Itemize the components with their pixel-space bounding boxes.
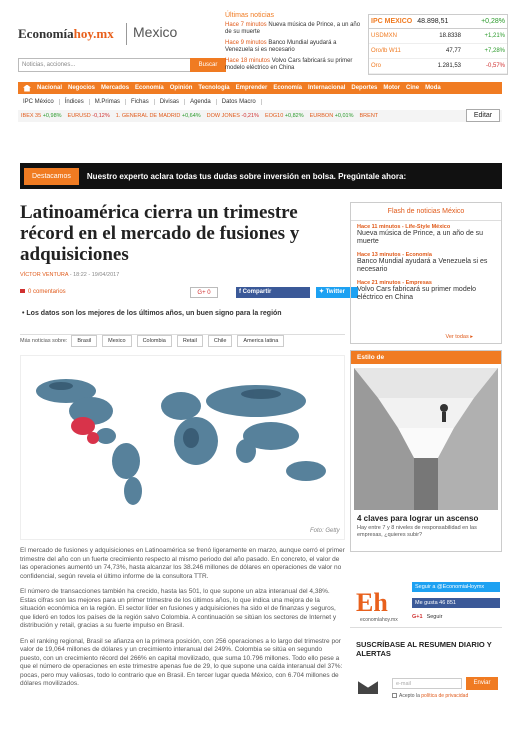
nav-item[interactable]: Tecnología	[198, 85, 230, 91]
article-photo	[20, 355, 345, 540]
nav-item[interactable]: Economía	[273, 85, 303, 91]
facebook-like-button[interactable]: Me gusta 46 851	[412, 598, 500, 608]
tags-label: Más noticias sobre:	[20, 337, 68, 344]
subnav-item[interactable]: Divisas	[155, 99, 185, 105]
news-text: Volvo Cars fabricará su primer modelo eléctrico en China	[225, 58, 353, 71]
ticker-row[interactable]	[369, 29, 507, 44]
related-tags	[20, 334, 345, 346]
ticker-name: USDMXN	[371, 33, 398, 39]
flash-time: Hace 11 minutos - Life-Style México	[357, 224, 451, 230]
article-lead: • Los datos son los mejores de los últimos años, un buen signo para la región	[22, 310, 282, 317]
see-all-text: Ver todas	[445, 334, 469, 340]
ticker-value: 1.281,53	[437, 63, 461, 69]
subnav-item[interactable]: Fichas	[126, 99, 155, 105]
edition-label[interactable]: Mexico	[133, 24, 178, 40]
mail-icon	[358, 678, 378, 694]
see-all-link[interactable]	[445, 334, 473, 340]
nav-item[interactable]: Emprender	[235, 85, 268, 91]
tag[interactable]: America latina	[237, 335, 284, 347]
ticker-name: Oro/lb W11	[371, 48, 401, 54]
world-map-people-image	[21, 356, 345, 540]
subnav-item[interactable]: M.Primas	[90, 99, 126, 105]
gplus-button[interactable]: G+ 0	[190, 287, 218, 298]
nav-item[interactable]: Deportes	[351, 85, 378, 91]
subnav-item[interactable]: Agenda	[185, 99, 217, 105]
gplus-icon: G+1	[412, 614, 423, 620]
market-item[interactable]	[204, 113, 262, 119]
gplus-follow[interactable]	[412, 614, 442, 620]
edit-button[interactable]: Editar	[466, 109, 500, 122]
subnav-item[interactable]: IPC México	[18, 99, 60, 105]
news-item[interactable]	[225, 22, 365, 36]
home-icon[interactable]	[23, 85, 31, 92]
market-name: EURBON	[309, 113, 334, 119]
ticker-change: +1,21%	[484, 33, 505, 39]
news-time: Hace 18 minutos	[225, 58, 271, 64]
market-change: -0,21%	[241, 113, 259, 119]
privacy-checkbox[interactable]	[392, 693, 397, 698]
brand-logo: Eh	[356, 588, 388, 617]
search-button[interactable]: Buscar	[190, 58, 226, 72]
facebook-icon: f	[239, 289, 243, 295]
site-header	[18, 8, 508, 76]
sub-nav	[18, 96, 502, 107]
latest-news	[225, 12, 365, 76]
share-label: Compartir	[242, 289, 272, 295]
news-text: Nueva música de Prince, a un año de su muerte	[225, 22, 361, 35]
search-input[interactable]: Noticias, acciones...	[18, 58, 208, 72]
logo-divider	[126, 23, 127, 45]
ticker-value: 47,77	[445, 48, 461, 54]
nav-item[interactable]: Negocios	[68, 85, 96, 91]
market-item[interactable]	[113, 113, 204, 119]
market-item[interactable]	[307, 113, 357, 119]
market-name: DOW JONES	[206, 113, 240, 119]
market-change: +0,82%	[284, 113, 304, 119]
send-button[interactable]: Enviar	[466, 677, 498, 690]
newsletter-title: SUSCRÍBASE AL RESUMEN DIARIO Y ALERTAS	[356, 640, 492, 658]
news-time: Hace 7 minutos	[225, 22, 267, 28]
market-item[interactable]	[357, 113, 382, 119]
market-name: 1. GENERAL DE MADRID	[115, 113, 181, 119]
featured-box	[350, 350, 502, 552]
ticker-change: +0,28%	[481, 18, 505, 25]
featured-tag: Destacamos	[24, 168, 79, 185]
byline	[20, 272, 119, 278]
market-change: +0,98%	[42, 113, 62, 119]
photo-caption: Foto: Getty	[310, 528, 340, 534]
email-field[interactable]: e-mail	[392, 678, 462, 689]
news-item[interactable]	[225, 40, 365, 54]
twitter-icon: ✦	[319, 289, 326, 295]
ticker-row[interactable]	[369, 59, 507, 74]
featured-headline[interactable]: 4 claves para lograr un ascenso	[357, 514, 479, 523]
article-body	[20, 547, 345, 696]
nav-item[interactable]: Moda	[425, 85, 441, 91]
market-change: +0,01%	[334, 113, 354, 119]
flash-item[interactable]	[351, 249, 501, 277]
nav-item[interactable]: Motor	[383, 85, 401, 91]
site-logo[interactable]	[18, 26, 114, 42]
main-nav	[18, 82, 502, 94]
author-name[interactable]: VÍCTOR VENTURA	[20, 272, 69, 278]
market-name: BRENT	[359, 113, 379, 119]
nav-item[interactable]: Internacional	[308, 85, 346, 91]
news-text: Banco Mundial ayudará a Venezuela si es necesario	[225, 40, 337, 53]
market-ticker	[18, 110, 502, 122]
ticker-name: IPC MEXICO	[371, 18, 413, 25]
comments-count: 0 comentarios	[28, 289, 66, 295]
nav-item[interactable]: Nacional	[37, 85, 63, 91]
nav-item[interactable]: Mercados	[101, 85, 130, 91]
comments-link[interactable]	[20, 289, 66, 295]
flash-time: Hace 21 minutos - Empresas	[357, 280, 432, 286]
flash-time: Hace 13 minutos - Economía	[357, 252, 432, 258]
staircase-image	[354, 368, 498, 510]
ticker-row[interactable]	[369, 44, 507, 59]
social-box	[350, 578, 502, 628]
logo-text: Economía	[18, 26, 74, 41]
featured-image[interactable]	[354, 368, 498, 510]
flash-text: Volvo Cars fabricará su primer modelo eléctrico en China	[357, 286, 477, 301]
paragraph: El mercado de fusiones y adquisiciones en Latinoamérica se frenó ligeramente en marzo, aunque cerró el primer trimestre del año con un fuerte crecimiento respecto al mismo periodo del año pasado. En concreto, el valor de las operaciones aumentó un 74,73%, hasta alcanzar los 38.246 millones de dólares en operaciones de valor no confidencial, según revela el último informe de la consultora TTR.	[20, 547, 345, 580]
gplus-follow-text: Seguir	[426, 614, 443, 620]
subnav-item[interactable]: Índices	[60, 99, 90, 105]
lead-text: Los datos son los mejores de los últimos años, un buen signo para la región	[26, 310, 282, 317]
nav-item[interactable]: Economía	[135, 85, 164, 91]
flash-title: Flash de noticias México	[351, 203, 501, 221]
ticker-change: -0,57%	[485, 63, 505, 69]
featured-text: Nuestro experto aclara todas tus dudas sobre inversión en bolsa. Pregúntale ahora:	[86, 171, 407, 181]
comment-icon	[20, 289, 25, 293]
market-item[interactable]	[65, 113, 113, 119]
flash-item[interactable]	[351, 277, 501, 305]
news-time: Hace 9 minutos	[225, 40, 267, 46]
market-name: EOG10	[264, 113, 284, 119]
market-item[interactable]	[18, 113, 65, 119]
privacy-link[interactable]: política de privacidad	[421, 693, 469, 699]
logo-accent-text: hoy.mx	[73, 26, 114, 41]
tag[interactable]: Chile	[208, 335, 233, 347]
featured-title: Estilo de	[351, 351, 501, 364]
ticker-head[interactable]	[369, 15, 507, 29]
article-date: - 18:22 - 19/04/2017	[69, 272, 120, 278]
subnav-item[interactable]: Datos Macro	[217, 99, 262, 105]
tag[interactable]: Retail	[177, 335, 203, 347]
twitter-follow-button[interactable]: Seguir a @EconomiaHoymx	[412, 582, 500, 592]
market-change: -0,12%	[92, 113, 110, 119]
ticker-change: +7,28%	[484, 48, 505, 54]
latest-news-title[interactable]: Últimas noticias	[225, 12, 275, 19]
news-item[interactable]	[225, 58, 365, 72]
tag[interactable]: Mexico	[102, 335, 131, 347]
featured-sub: Hay entre 7 y 8 niveles de responsabilidad en las empresas, ¿quieres subir?	[357, 525, 477, 538]
market-change: +0,64%	[181, 113, 201, 119]
ticker-value: 18.8338	[439, 33, 461, 39]
market-item[interactable]	[262, 113, 307, 119]
market-name: IBEX 35	[21, 113, 42, 119]
facebook-share-button[interactable]	[236, 287, 310, 298]
tag[interactable]: Brasil	[71, 335, 97, 347]
ticker-box	[368, 14, 508, 75]
nav-item[interactable]: Cine	[406, 85, 420, 91]
ticker-name: Oro	[371, 63, 382, 69]
newsletter-box	[350, 640, 502, 710]
article-headline: Latinoamérica cierra un trimestre récord en el mercado de fusiones y adquisiciones	[20, 202, 300, 265]
news-flash-box	[350, 202, 502, 344]
tag[interactable]: Colombia	[137, 335, 172, 347]
flash-text: Banco Mundial ayudará a Venezuela si es necesario	[357, 258, 488, 273]
flash-text: Nueva música de Prince, a un año de su muerte	[357, 230, 484, 245]
nav-item[interactable]: Opinión	[169, 85, 193, 91]
ticker-value: 48.898,51	[417, 18, 449, 25]
paragraph: El número de transacciones también ha crecido, hasta las 501, lo que supone un alza interanual del 4,38%. Estas cifras son las mejores para un primer trimestre de los últimos años, lo que indica una mejora de la situación económica en la región. El sector líder en fusiones y adquisiciones ha sido el de finanzas y seguros, que lideró en todos los países de la región salvo Colombia. A continuación se sitúan los sectores de Internet y distribución y retail, gracias a su fuerte impulso en Brasil.	[20, 588, 337, 629]
brand-sub: economíahoy.mx	[360, 617, 398, 623]
arrow-right-icon: ▸	[470, 334, 473, 340]
market-name: EURUSD	[67, 113, 91, 119]
flash-item[interactable]	[351, 221, 501, 249]
featured-bar[interactable]	[20, 163, 502, 189]
privacy-checkbox-row	[392, 693, 468, 699]
check-text: Acepto la	[399, 693, 420, 699]
share-label: Twitter	[325, 289, 345, 295]
paragraph: En el ranking regional, Brasil se afianza en la primera posición, con 256 operaciones a lo largo del trimestre por valor de 19,064 millones de dólares y un crecimiento interanual del 249%. Colombia se sitúa en segundo puesto, con un crecimiento récord del 266% en capital movilizado, que suma 10.796 millones. Todo ello pese a que el número de operaciones en este trimestre apenas fue de 29, lo que supone una caída interanual del 37%: pocas, pero muy valiosas, todo lo contrario que en Brasil. En tercer lugar queda México, con 6.704 millones de dólares movilizados.	[20, 637, 343, 687]
